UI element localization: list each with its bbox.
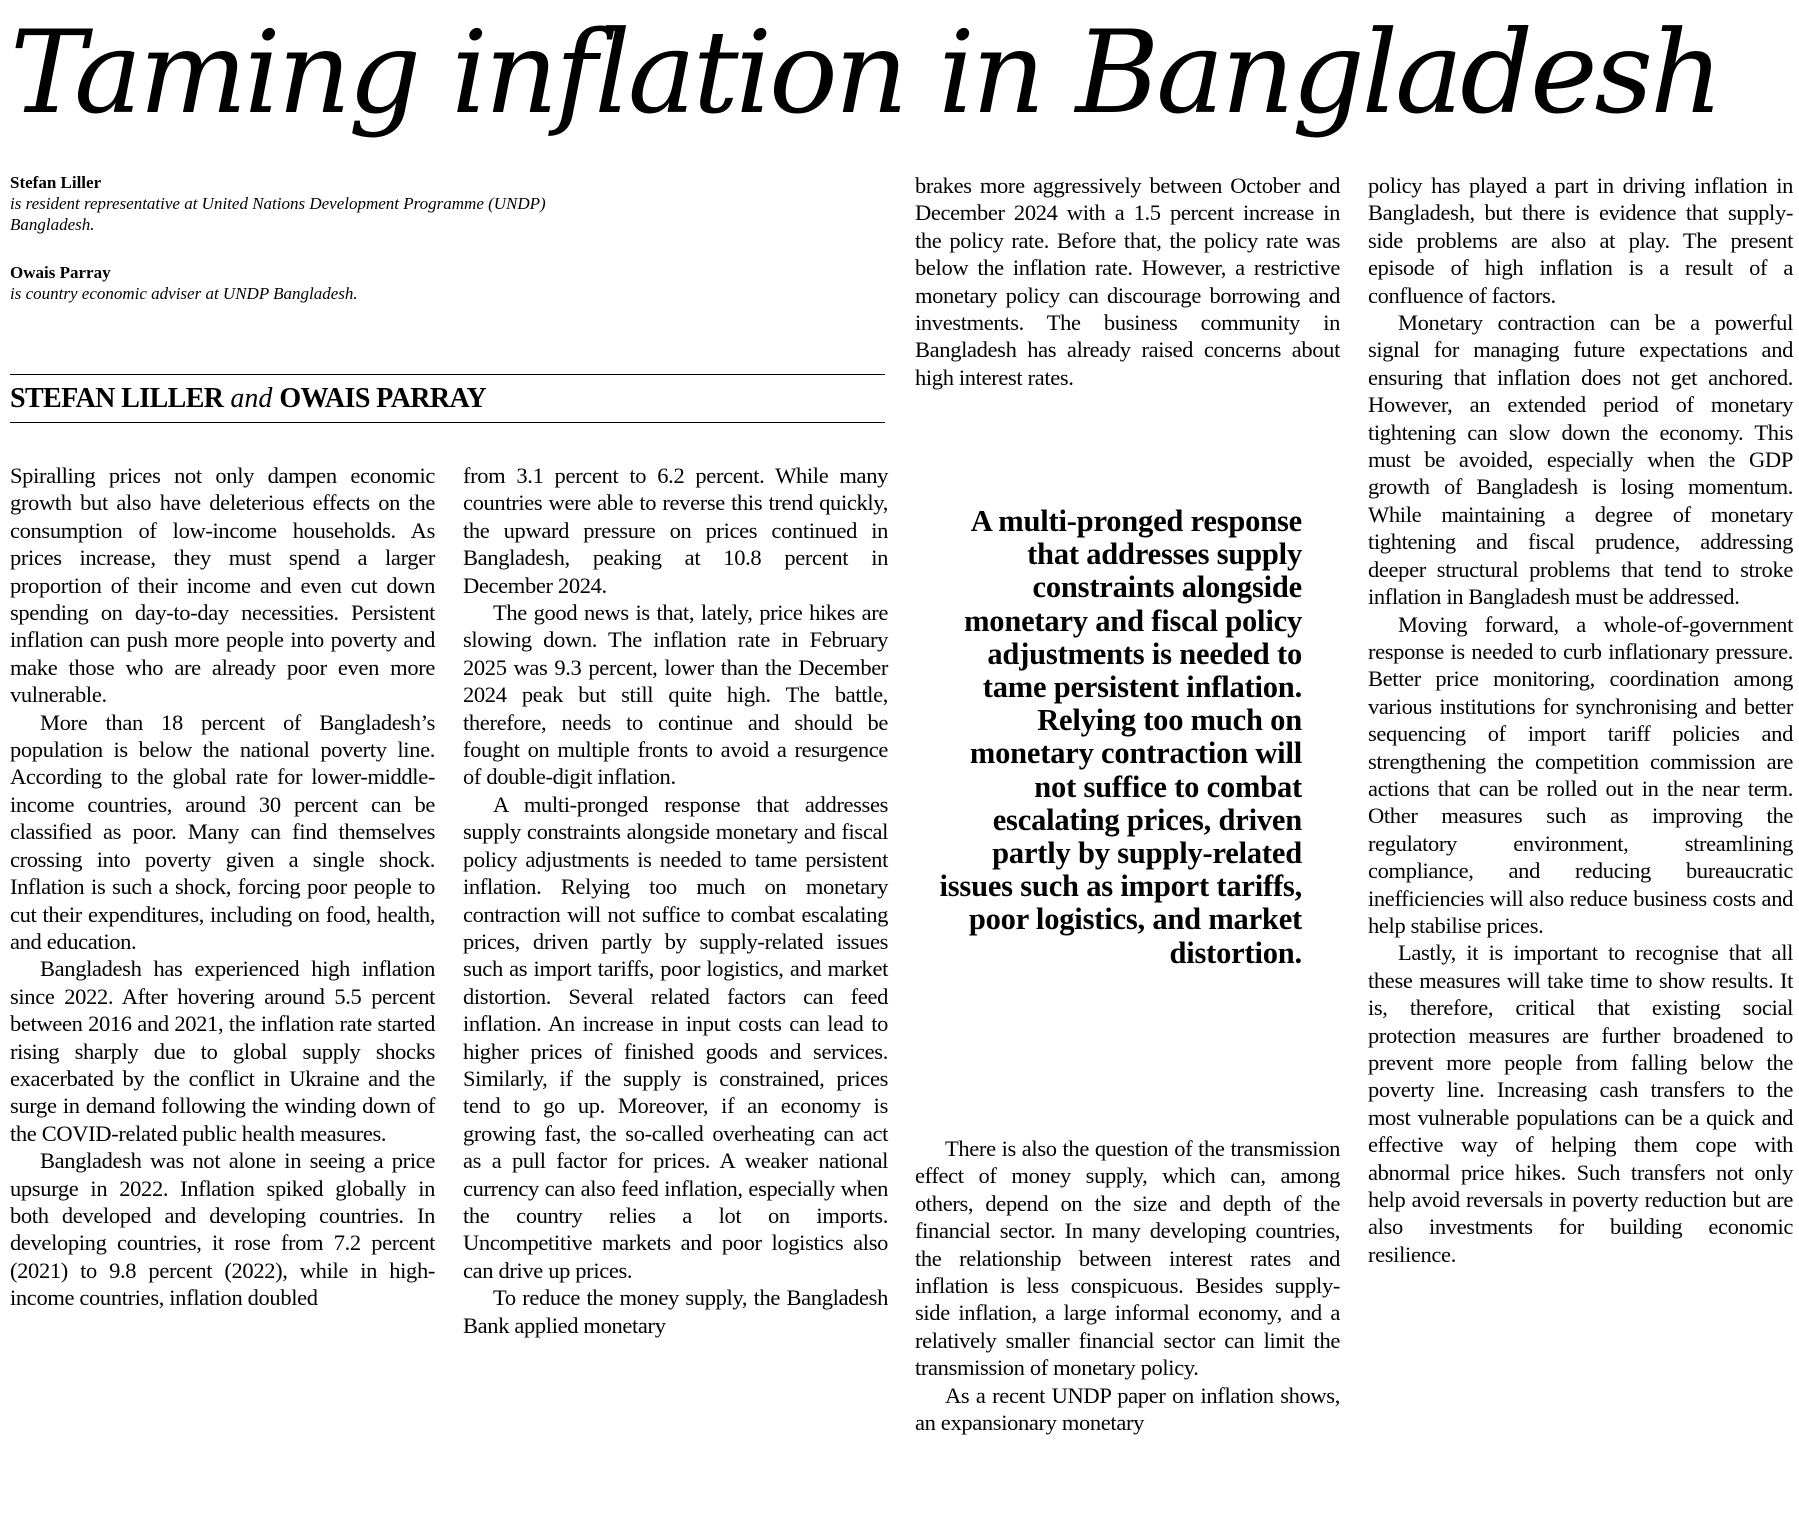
pull-quote: A multi-pronged response that addresses supply constraints alongside monetary and fiscal policy adjustments is needed to tame persistent inflation. Relying too much on monetary contraction will not suffice to combat escalating prices, driven partly by supply-related issues such as import tariffs, poor logistics, and market distortion. (939, 504, 1302, 970)
paragraph: from 3.1 percent to 6.2 percent. While many countries were able to reverse this trend quickly, the upward pressure on prices continued in Bangladesh, peaking at 10.8 percent in December 2024. (463, 463, 888, 598)
author-bio-name: Owais Parray (10, 263, 111, 282)
paragraph: A multi-pronged response that addresses supply constraints alongside monetary and fiscal policy adjustments is needed to tame persistent inflation. Relying too much on monetary contraction will not suffice to combat escalating prices, driven partly by supply-related issues such as import tariffs, poor logistics, and market distortion. Several related factors can feed inflation. An increase in input costs can lead to higher prices of finished goods and services. Similarly, if the supply is constrained, prices tend to go up. Moreover, if an economy is growing fast, the so-called overheating can act as a pull factor for prices. A weaker national currency can also feed inflation, especially when the country relies a lot on imports. Uncompetitive markets and poor logistics also can drive up prices. (463, 791, 888, 1283)
paragraph: To reduce the money supply, the Bangladesh Bank applied monetary (463, 1285, 888, 1338)
author-bio-description: is country economic adviser at UNDP Bangladesh. (10, 284, 358, 303)
paragraph: There is also the question of the transmission effect of money supply, which can, among others, depend on the size and depth of the financial sector. In many developing countries, the relationship between interest rates and inflation is less conspicuous. Besides supply-side inflation, a large informal economy, and a relatively smaller financial sector can limit the transmission of monetary policy. (915, 1136, 1340, 1381)
byline-rule-bottom (10, 422, 885, 423)
author-bio-name: Stefan Liller (10, 173, 102, 192)
paragraph: Bangladesh has experienced high inflation since 2022. After hovering around 5.5 percent between 2016 and 2021, the inflation rate started rising sharply due to global supply shocks exacerbated by the conflict in Ukraine and the surge in demand following the winding down of the COVID-related public health measures. (10, 956, 435, 1146)
byline-author-2: OWAIS PARRAY (279, 383, 487, 414)
byline-joiner: and (230, 383, 273, 414)
byline-rule-top (10, 374, 885, 375)
paragraph: More than 18 percent of Bangladesh’s population is below the national poverty line. According to the global rate for lower-middle-income countries, around 30 percent can be classified as poor. Many can find themselves crossing into poverty given a single shock. Inflation is such a shock, forcing poor people to cut their expenditures, including on food, health, and education. (10, 709, 435, 954)
paragraph: Monetary contraction can be a powerful signal for managing future expectations and ensuring that inflation does not get anchored. However, an extended period of monetary tightening can slow down the economy. This must be avoided, especially when the GDP growth of Bangladesh is losing momentum. While maintaining a degree of monetary tightening and fiscal prudence, addressing deeper structural problems that tend to stroke inflation in Bangladesh must be addressed. (1368, 310, 1793, 610)
body-column-3-bottom (915, 1135, 1340, 1436)
author-bio-liller (10, 172, 570, 235)
byline-author-1: STEFAN LILLER (10, 383, 224, 414)
body-column-2 (463, 462, 888, 1339)
body-column-1 (10, 462, 435, 1312)
paragraph: Lastly, it is important to recognise that all these measures will take time to show results. It is, therefore, critical that existing social protection measures are further broadened to prevent more people from falling below the poverty line. Increasing cash transfers to the most vulnerable populations can be a quick and effective way of helping them cope with abnormal price hikes. Such transfers not only help avoid reversals in poverty reduction but are also investments for building economic resilience. (1368, 940, 1793, 1267)
author-bio-parray (10, 262, 570, 304)
body-column-4 (1368, 172, 1793, 1268)
paragraph: brakes more aggressively between October and December 2024 with a 1.5 percent increase in the policy rate. Before that, the policy rate was below the inflation rate. However, a restrictive monetary policy can discourage borrowing and investments. The business community in Bangladesh has already raised concerns about high interest rates. (915, 173, 1340, 390)
author-bio-description: is resident representative at United Nations Development Programme (UNDP) Bangladesh. (10, 194, 546, 234)
paragraph: Bangladesh was not alone in seeing a price upsurge in 2022. Inflation spiked globally in both developed and developing countries. In developing countries, it rose from 7.2 percent (2021) to 9.8 percent (2022), while in high-income countries, inflation doubled (10, 1148, 435, 1311)
paragraph: As a recent UNDP paper on inflation shows, an expansionary monetary (915, 1382, 1340, 1436)
paragraph: Moving forward, a whole-of-government response is needed to curb inflationary pressure. Better price monitoring, coordination among various institutions for synchronising and better sequencing of import tariff policies and strengthening the competition commission are actions that can be rolled out in the near term. Other measures such as improving the regulatory environment, streamlining compliance, and reducing bureaucratic inefficiencies will also reduce business costs and help stabilise prices. (1368, 611, 1793, 938)
byline (10, 380, 486, 418)
paragraph: Spiralling prices not only dampen economic growth but also have deleterious effects on the consumption of low-income households. As prices increase, they must spend a larger proportion of their income and even cut down spending on day-to-day necessities. Persistent inflation can push more people into poverty and make those who are already poor even more vulnerable. (10, 463, 435, 708)
body-column-3-top (915, 172, 1340, 391)
headline: Taming inflation in Bangladesh (10, 6, 1721, 139)
paragraph: The good news is that, lately, price hikes are slowing down. The inflation rate in February 2025 was 9.3 percent, lower than the December 2024 peak but still quite high. The battle, therefore, needs to continue and should be fought on multiple fronts to avoid a resurgence of double-digit inflation. (463, 600, 888, 790)
paragraph: policy has played a part in driving inflation in Bangladesh, but there is evidence that supply-side problems are also at play. The present episode of high inflation is a result of a confluence of factors. (1368, 173, 1793, 308)
